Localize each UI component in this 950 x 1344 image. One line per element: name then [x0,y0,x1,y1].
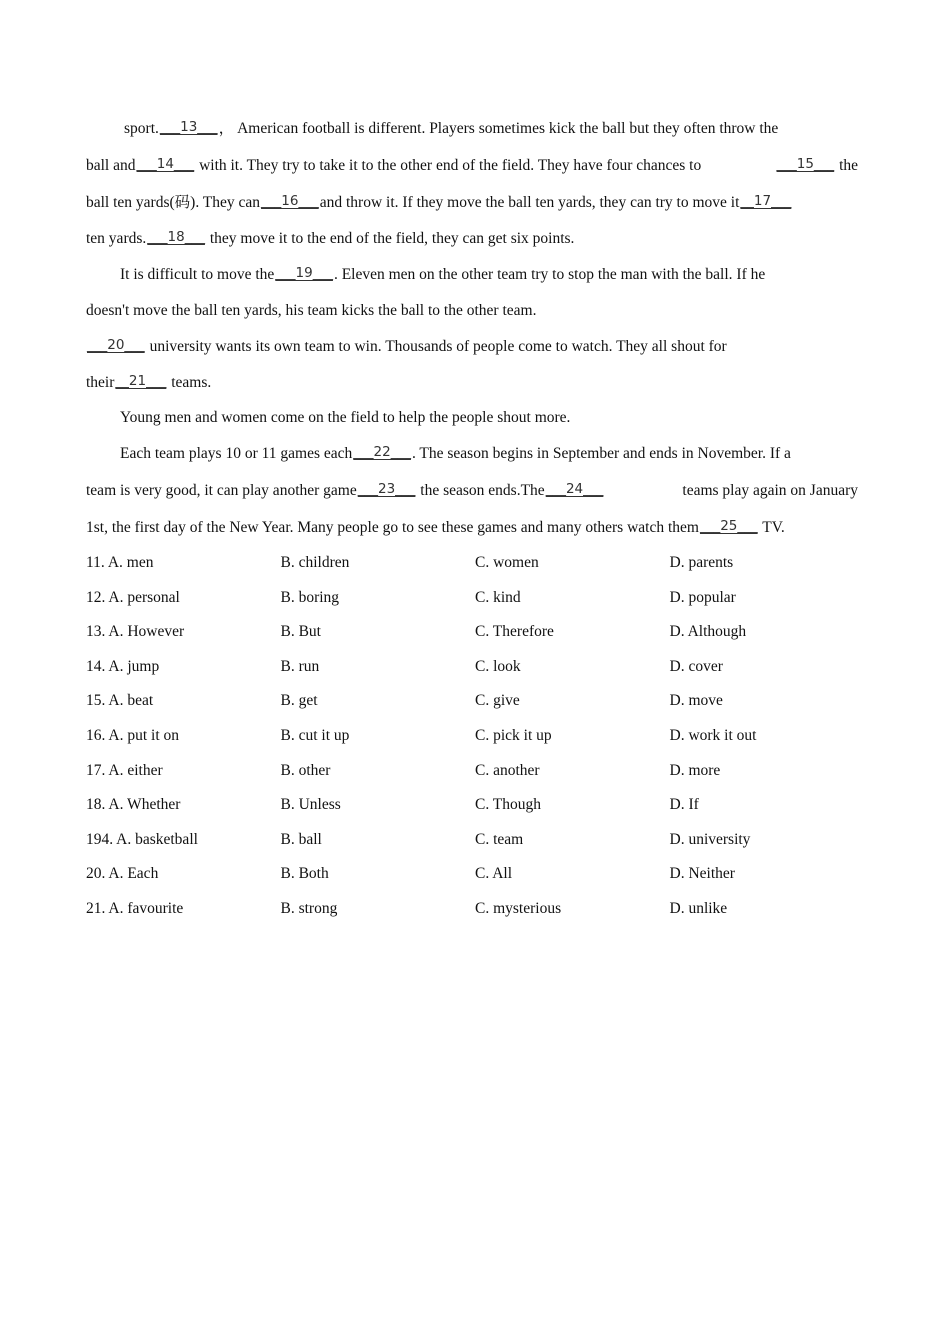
passage-text: team is very good, it can play another game [86,482,357,499]
passage-text: teams play again on January [682,482,858,499]
option-row [86,650,866,685]
blank-20: ___20___ [87,337,145,353]
option-d: D. university [669,830,751,848]
option-row [86,754,866,789]
option-c: C. pick it up [475,726,552,744]
option-c: C. Therefore [475,623,554,641]
passage-line [86,509,858,546]
passage-text: the season ends.The [416,482,545,499]
passage-text: the [835,157,858,174]
option-a: 20. A. Each [86,865,159,883]
passage-line [86,147,858,184]
passage-text: sport. [124,120,159,137]
passage-text: doesn't move the ball ten yards, his team kicks the ball to the other team. [86,302,537,319]
passage-text: and throw it. If they move the ball ten yards, they can try to move it [319,194,740,211]
option-row [86,857,866,892]
option-d: D. If [669,796,699,814]
option-d: D. cover [669,657,723,675]
passage-text: they move it to the end of the field, they can get six points. [205,230,575,247]
option-a: 12. A. personal [86,588,180,606]
option-d: D. more [669,761,721,779]
option-d: D. Although [669,623,747,641]
option-d: D. Neither [669,865,735,883]
passage-line [86,293,858,328]
option-c: C. another [475,761,540,779]
option-a: 14. A. jump [86,657,160,675]
option-b: B. strong [280,899,338,917]
passage-line [86,221,858,256]
cloze-passage [86,110,858,546]
option-a: 11. A. men [86,554,154,571]
option-b: B. children [280,554,350,571]
option-c: C. mysterious [475,899,562,917]
option-row [86,546,866,581]
option-a: 194. A. basketball [86,830,198,848]
option-c: C. Though [475,796,542,814]
passage-text: ， American football is different. Players sometimes kick the ball but they often throw the [218,120,779,137]
option-a: 18. A. Whether [86,796,181,814]
blank-13: ___13___ [159,119,218,135]
passage-line [86,472,858,509]
option-c: C. women [475,554,539,571]
passage-text: Each team plays 10 or 11 games each [120,445,353,462]
option-a: 16. A. put it on [86,726,180,744]
option-b: B. cut it up [280,726,350,744]
option-row [86,823,866,858]
option-b: B. run [280,657,320,675]
option-c: C. kind [475,588,521,606]
option-b: B. Both [280,865,329,883]
option-a: 21. A. favourite [86,899,184,917]
blank-22: ___22___ [353,444,411,460]
passage-line [86,400,858,435]
passage-line [86,365,858,400]
answer-options [86,546,866,927]
passage-line [86,328,858,365]
blank-16: ___16___ [261,193,319,209]
passage-text: ball and [86,157,136,174]
passage-text: university wants its own team to win. Thousands of people come to watch. They all shout for [145,338,727,355]
passage-text: 1st, the first day of the New Year. Many people go to see these games and many others watch them [86,519,699,536]
option-d: D. parents [669,554,734,571]
option-d: D. move [669,692,723,710]
option-b: B. Unless [280,796,341,814]
option-row [86,719,866,754]
passage-text: teams. [167,374,212,391]
option-b: B. But [280,623,321,641]
option-b: B. other [280,761,331,779]
passage-text: ten yards. [86,230,147,247]
option-a: 13. A. However [86,623,185,641]
passage-text: It is difficult to move the [120,266,275,283]
option-d: D. unlike [669,899,728,917]
option-d: D. work it out [669,726,757,744]
blank-23: ___23___ [357,481,416,497]
passage-line [86,184,858,221]
option-row [86,788,866,823]
passage-text: . Eleven men on the other team try to stop the man with the ball. If he [333,266,766,283]
passage-line [86,256,858,293]
blank-24: ___24___ [545,481,604,497]
option-b: B. boring [280,588,340,606]
passage-text: their [86,374,115,391]
option-row [86,615,866,650]
blank-18: ___18___ [147,229,205,245]
passage-line [86,435,858,472]
blank-21: __21___ [115,373,167,389]
option-a: 17. A. either [86,761,163,779]
passage-line [86,110,858,147]
option-b: B. ball [280,830,322,848]
option-c: C. All [475,865,513,883]
blank-15: ___15___ [776,156,835,172]
passage-text: ball ten yards(码). They can [86,194,261,211]
blank-19: ___19___ [275,265,333,281]
blank-14: ___14___ [136,156,195,172]
option-c: C. look [475,657,521,675]
passage-text: with it. They try to take it to the other end of the field. They have four chances to [195,157,702,174]
blank-25: ___25___ [699,518,758,534]
option-b: B. get [280,692,318,710]
option-c: C. team [475,830,524,848]
passage-text: Young men and women come on the field to help the people shout more. [120,409,571,426]
option-row [86,892,866,927]
passage-text: TV. [758,519,785,536]
option-row [86,581,866,616]
option-a: 15. A. beat [86,692,154,710]
option-d: D. popular [669,588,736,606]
blank-17: __17___ [740,193,792,209]
option-c: C. give [475,692,520,710]
option-row [86,684,866,719]
passage-text: . The season begins in September and ends in November. If a [411,445,791,462]
